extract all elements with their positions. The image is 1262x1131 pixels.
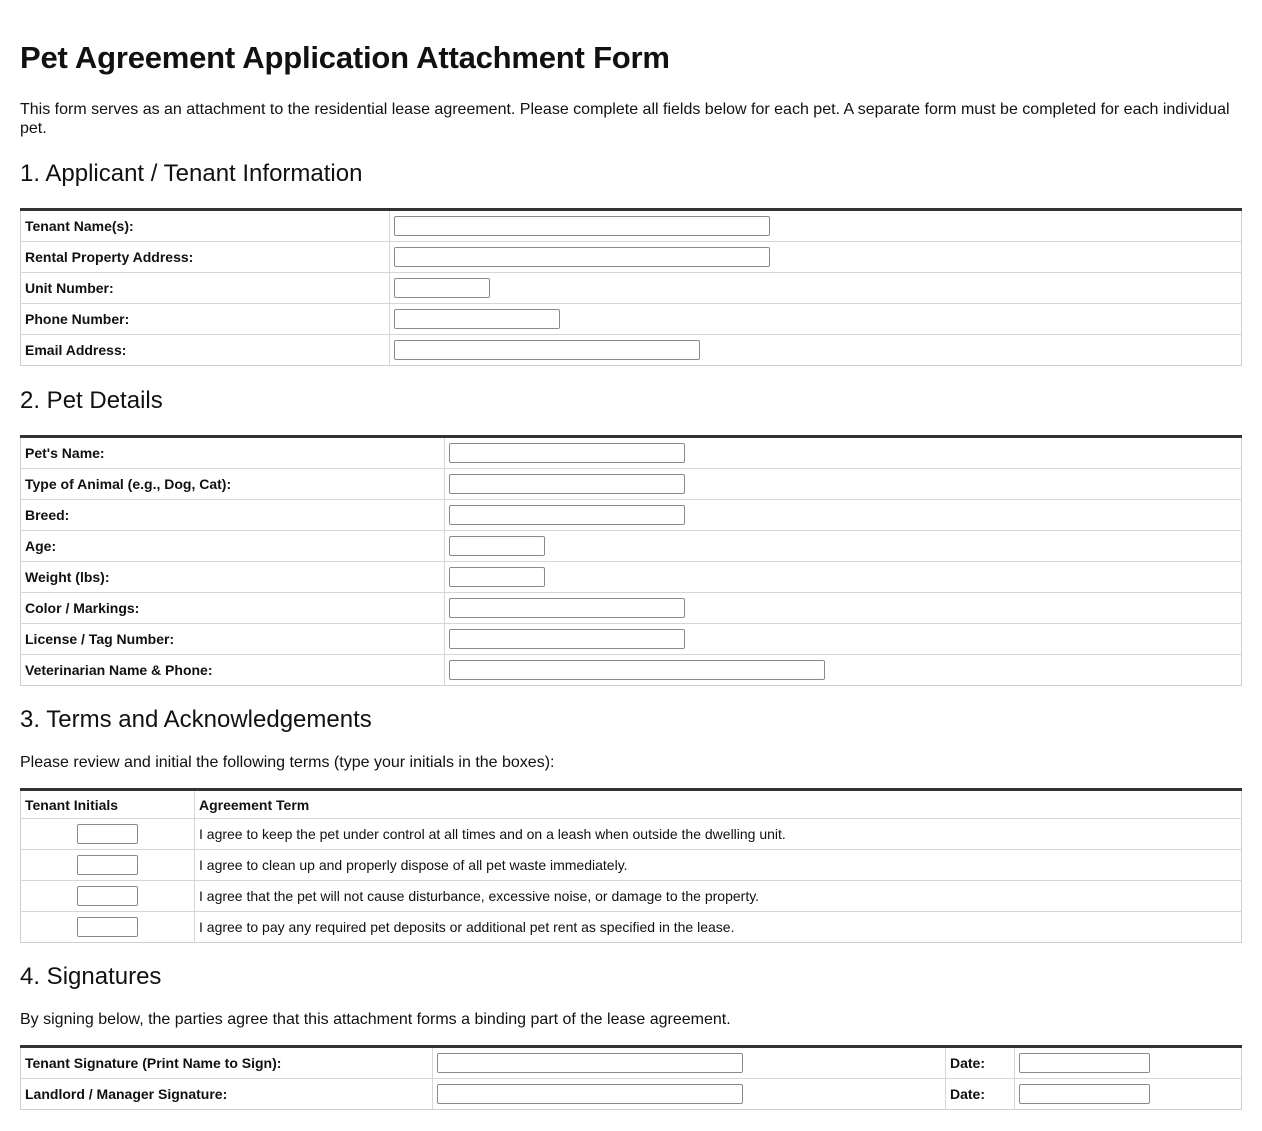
- date-cell: [1015, 1079, 1242, 1110]
- landlord-date-input[interactable]: [1019, 1084, 1150, 1104]
- field-label: Tenant Name(s):: [21, 210, 390, 242]
- table-row: [21, 437, 1242, 469]
- applicant-info-table: [20, 208, 1242, 366]
- weight-input[interactable]: [449, 567, 545, 587]
- agreement-term: I agree that the pet will not cause disturbance, excessive noise, or damage to the property.: [195, 881, 1242, 912]
- field-label: Pet's Name:: [21, 437, 445, 469]
- signature-cell: [433, 1047, 946, 1079]
- color-markings-input[interactable]: [449, 598, 685, 618]
- field-cell: [445, 469, 1242, 500]
- table-row: [21, 210, 1242, 242]
- signature-label: Tenant Signature (Print Name to Sign):: [21, 1047, 433, 1079]
- field-cell: [445, 437, 1242, 469]
- section-heading-terms: 3. Terms and Acknowledgements: [20, 706, 372, 733]
- table-row: [21, 593, 1242, 624]
- field-label: Rental Property Address:: [21, 242, 390, 273]
- field-cell: [390, 242, 1242, 273]
- field-cell: [445, 562, 1242, 593]
- email-address-input[interactable]: [394, 340, 700, 360]
- table-row: [21, 335, 1242, 366]
- license-tag-input[interactable]: [449, 629, 685, 649]
- field-label: Phone Number:: [21, 304, 390, 335]
- signature-cell: [433, 1079, 946, 1110]
- table-row: [21, 850, 1242, 881]
- field-cell: [390, 335, 1242, 366]
- section-heading-applicant: 1. Applicant / Tenant Information: [20, 160, 363, 187]
- date-cell: [1015, 1047, 1242, 1079]
- signatures-table: [20, 1045, 1242, 1110]
- age-input[interactable]: [449, 536, 545, 556]
- agreement-term: I agree to pay any required pet deposits or additional pet rent as specified in the lease.: [195, 912, 1242, 943]
- breed-input[interactable]: [449, 505, 685, 525]
- field-label: Email Address:: [21, 335, 390, 366]
- field-cell: [445, 593, 1242, 624]
- field-label: Color / Markings:: [21, 593, 445, 624]
- initials-cell: [21, 850, 195, 881]
- table-row: [21, 273, 1242, 304]
- initials-cell: [21, 912, 195, 943]
- table-row: [21, 242, 1242, 273]
- table-row: [21, 912, 1242, 943]
- table-row: [21, 500, 1242, 531]
- field-label: Type of Animal (e.g., Dog, Cat):: [21, 469, 445, 500]
- tenant-name-input[interactable]: [394, 216, 770, 236]
- date-label: Date:: [946, 1079, 1015, 1110]
- table-row: [21, 304, 1242, 335]
- field-label: Veterinarian Name & Phone:: [21, 655, 445, 686]
- page-title: Pet Agreement Application Attachment Form: [20, 40, 670, 75]
- initials-input[interactable]: [77, 886, 138, 906]
- field-cell: [390, 304, 1242, 335]
- tenant-signature-input[interactable]: [437, 1053, 743, 1073]
- veterinarian-input[interactable]: [449, 660, 825, 680]
- table-row: [21, 881, 1242, 912]
- terms-table: [20, 788, 1242, 943]
- field-label: Unit Number:: [21, 273, 390, 304]
- table-row: [21, 469, 1242, 500]
- tenant-date-input[interactable]: [1019, 1053, 1150, 1073]
- column-header-term: Agreement Term: [199, 796, 310, 813]
- unit-number-input[interactable]: [394, 278, 490, 298]
- pet-details-table: [20, 435, 1242, 686]
- agreement-term: I agree to keep the pet under control at all times and on a leash when outside the dwelling unit.: [195, 819, 1242, 850]
- signature-label: Landlord / Manager Signature:: [21, 1079, 433, 1110]
- terms-instructions: Please review and initial the following terms (type your initials in the boxes):: [20, 754, 555, 771]
- field-cell: [445, 624, 1242, 655]
- table-row: [21, 624, 1242, 655]
- field-label: Breed:: [21, 500, 445, 531]
- phone-number-input[interactable]: [394, 309, 560, 329]
- field-cell: [390, 210, 1242, 242]
- field-cell: [445, 531, 1242, 562]
- table-row: [21, 531, 1242, 562]
- field-label: Age:: [21, 531, 445, 562]
- section-heading-signatures: 4. Signatures: [20, 963, 162, 990]
- section-heading-pet-details: 2. Pet Details: [20, 387, 163, 414]
- property-address-input[interactable]: [394, 247, 770, 267]
- field-label: License / Tag Number:: [21, 624, 445, 655]
- field-cell: [390, 273, 1242, 304]
- table-row: [21, 819, 1242, 850]
- table-header-row: [21, 790, 1242, 819]
- initials-cell: [21, 819, 195, 850]
- animal-type-input[interactable]: [449, 474, 685, 494]
- initials-input[interactable]: [77, 917, 138, 937]
- initials-cell: [21, 881, 195, 912]
- table-row: [21, 655, 1242, 686]
- initials-input[interactable]: [77, 855, 138, 875]
- initials-input[interactable]: [77, 824, 138, 844]
- column-header-initials: Tenant Initials: [21, 790, 195, 819]
- field-cell: [445, 655, 1242, 686]
- agreement-term: I agree to clean up and properly dispose of all pet waste immediately.: [195, 850, 1242, 881]
- signatures-note: By signing below, the parties agree that this attachment forms a binding part of the lease agreement.: [20, 1011, 731, 1028]
- field-label: Weight (lbs):: [21, 562, 445, 593]
- landlord-signature-input[interactable]: [437, 1084, 743, 1104]
- table-row: [21, 562, 1242, 593]
- table-row: [21, 1079, 1242, 1110]
- date-label: Date:: [946, 1047, 1015, 1079]
- intro-text: This form serves as an attachment to the residential lease agreement. Please complete all fields below for each pet. A separate form must be completed for each individual pet.: [20, 101, 1230, 137]
- table-row: [21, 1047, 1242, 1079]
- pet-name-input[interactable]: [449, 443, 685, 463]
- field-cell: [445, 500, 1242, 531]
